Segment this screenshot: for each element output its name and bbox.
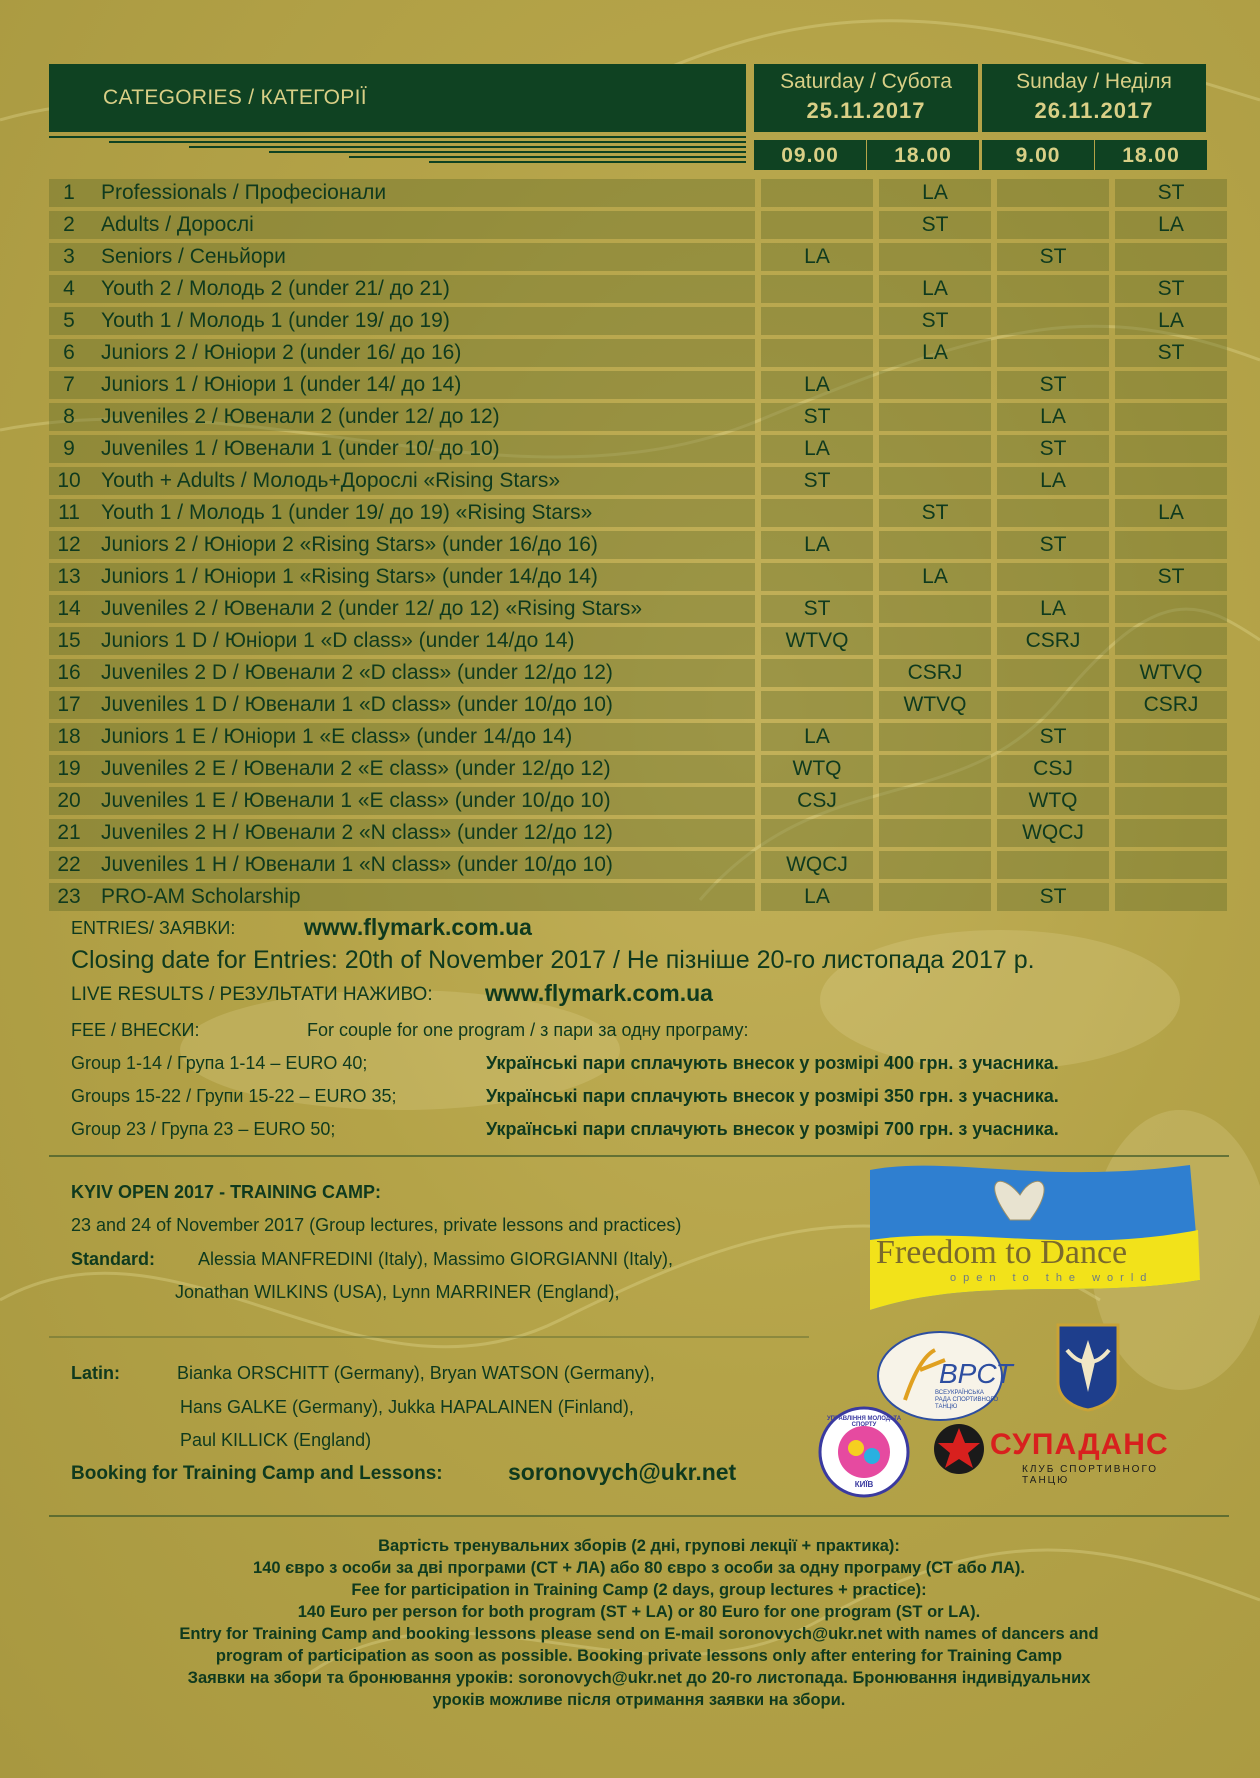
fee-ua-1: Українські пари сплачують внесок у розмірі 400 грн. з учасника. [486, 1053, 1059, 1073]
row-category: Juniors 2 / Юніори 2 «Rising Stars» (under 16/до 16) [89, 531, 755, 559]
footer-line-1: Вартість тренувальних зборів (2 дні, групові лекції + практика): [378, 1537, 900, 1555]
row-category: Juniors 1 E / Юніори 1 «E class» (under 14/до 14) [89, 723, 755, 751]
cell-sat-1800 [879, 883, 991, 911]
table-row [49, 787, 1227, 815]
cell-sat-1800 [879, 595, 991, 623]
categories-label: CATEGORIES / КАТЕГОРІЇ [103, 86, 367, 109]
row-category: Juniors 1 D / Юніори 1 «D class» (under 14/до 14) [89, 627, 755, 655]
cell-sat-1800 [879, 371, 991, 399]
table-row [49, 371, 1227, 399]
cell-sat-0900 [761, 691, 873, 719]
separator-2 [49, 1336, 809, 1338]
saturday-label: Saturday / Субота [780, 70, 952, 93]
row-number: 18 [49, 723, 89, 751]
supadance-subtitle: КЛУБ СПОРТИВНОГО ТАНЦЮ [1022, 1464, 1159, 1486]
kyiv-coat-of-arms-icon [1055, 1322, 1121, 1412]
row-number: 10 [49, 467, 89, 495]
table-row [49, 563, 1227, 591]
row-category: Youth 1 / Молодь 1 (under 19/ до 19) [89, 307, 755, 335]
cell-sat-0900: ST [761, 403, 873, 431]
cell-sat-0900 [761, 275, 873, 303]
cell-sun-0900: CSRJ [997, 627, 1109, 655]
cell-sat-1800 [879, 819, 991, 847]
cell-sat-1800 [879, 435, 991, 463]
cell-sat-0900: LA [761, 435, 873, 463]
freedom-to-dance-logo [860, 1160, 1205, 1325]
cell-sat-1800: LA [879, 275, 991, 303]
row-number: 22 [49, 851, 89, 879]
cell-sat-1800 [879, 627, 991, 655]
cell-sun-0900: ST [997, 435, 1109, 463]
live-results-label: LIVE RESULTS / РЕЗУЛЬТАТИ НАЖИВО: [71, 984, 433, 1005]
row-number: 5 [49, 307, 89, 335]
cell-sat-1800: LA [879, 179, 991, 207]
cell-sat-1800 [879, 243, 991, 271]
cell-sun-1800: CSRJ [1115, 691, 1227, 719]
row-number: 19 [49, 755, 89, 783]
cell-sat-1800: LA [879, 339, 991, 367]
cell-sat-0900: ST [761, 467, 873, 495]
table-row [49, 339, 1227, 367]
cell-sat-1800: LA [879, 563, 991, 591]
cell-sat-0900: WTQ [761, 755, 873, 783]
table-row [49, 243, 1227, 271]
cell-sun-1800: LA [1115, 307, 1227, 335]
footer-line-8: уроків можливе після отримання заявки на збори. [432, 1691, 846, 1709]
cell-sun-0900 [997, 499, 1109, 527]
cell-sun-1800 [1115, 819, 1227, 847]
cell-sat-0900: WQCJ [761, 851, 873, 879]
row-category: Juveniles 1 E / Ювенали 1 «E class» (under 10/до 10) [89, 787, 755, 815]
cell-sat-0900 [761, 307, 873, 335]
row-category: Juveniles 2 / Ювенали 2 (under 12/ до 12) [89, 403, 755, 431]
cell-sun-0900 [997, 275, 1109, 303]
latin-coaches-2: Hans GALKE (Germany), Jukka HAPALAINEN (Finland), [180, 1397, 634, 1417]
schedule-body [49, 179, 1227, 911]
row-category: Juniors 1 / Юніори 1 «Rising Stars» (under 14/до 14) [89, 563, 755, 591]
latin-coaches-1: Bianka ORSCHITT (Germany), Bryan WATSON (Germany), [177, 1363, 655, 1383]
footer-line-3: Fee for participation in Training Camp (2 days, group lectures + practice): [351, 1581, 927, 1599]
row-number: 16 [49, 659, 89, 687]
table-row [49, 691, 1227, 719]
row-number: 21 [49, 819, 89, 847]
time-sun-morning: 9.00 [982, 140, 1094, 170]
entries-label: ENTRIES/ ЗАЯВКИ: [71, 918, 236, 938]
cell-sun-0900 [997, 851, 1109, 879]
table-row [49, 755, 1227, 783]
cell-sat-1800: WTVQ [879, 691, 991, 719]
cell-sat-0900: LA [761, 243, 873, 271]
separator-3 [49, 1515, 1229, 1517]
cell-sat-1800 [879, 403, 991, 431]
cell-sun-0900: ST [997, 723, 1109, 751]
cell-sat-0900: LA [761, 371, 873, 399]
vrst-title: ВРСТ [939, 1358, 1013, 1389]
cell-sun-1800 [1115, 467, 1227, 495]
fee-group-3: Group 23 / Група 23 – EURO 50; [71, 1119, 336, 1139]
cell-sun-0900: CSJ [997, 755, 1109, 783]
cell-sat-0900 [761, 819, 873, 847]
youth-dept-text: УПРАВЛІННЯ МОЛОДІ ТА СПОРТУ [826, 1416, 902, 1428]
cell-sat-1800 [879, 787, 991, 815]
row-number: 9 [49, 435, 89, 463]
table-row [49, 499, 1227, 527]
row-category: Juveniles 2 D / Ювенали 2 «D class» (under 12/до 12) [89, 659, 755, 687]
table-row [49, 211, 1227, 239]
footer-line-7: Заявки на збори та бронювання уроків: soronovych@ukr.net до 20-го листопада. Бронювання індивідуальних [187, 1669, 1091, 1687]
row-number: 14 [49, 595, 89, 623]
cell-sun-0900 [997, 307, 1109, 335]
cell-sat-0900 [761, 179, 873, 207]
freedom-subtitle: open to the world [950, 1272, 1154, 1284]
table-row [49, 595, 1227, 623]
cell-sat-0900: LA [761, 883, 873, 911]
fee-ua-2: Українські пари сплачують внесок у розмірі 350 грн. з учасника. [486, 1086, 1059, 1106]
row-category: Professionals / Професіонали [89, 179, 755, 207]
cell-sat-1800: ST [879, 307, 991, 335]
cell-sun-1800 [1115, 595, 1227, 623]
cell-sat-1800 [879, 723, 991, 751]
cell-sat-0900: ST [761, 595, 873, 623]
row-number: 20 [49, 787, 89, 815]
cell-sat-0900: LA [761, 531, 873, 559]
fee-ua-3: Українські пари сплачують внесок у розмірі 700 грн. з учасника. [486, 1119, 1059, 1139]
table-row [49, 819, 1227, 847]
row-number: 2 [49, 211, 89, 239]
cell-sat-0900 [761, 659, 873, 687]
cell-sun-0900: ST [997, 531, 1109, 559]
cell-sun-0900: LA [997, 467, 1109, 495]
row-number: 12 [49, 531, 89, 559]
live-results-url[interactable]: www.flymark.com.ua [485, 980, 713, 1006]
sunday-date: 26.11.2017 [1034, 98, 1154, 123]
table-row [49, 179, 1227, 207]
table-row [49, 627, 1227, 655]
footer-line-5: Entry for Training Camp and booking lessons please send on E-mail soronovych@ukr.net with names of dancers and [179, 1625, 1099, 1643]
cell-sun-1800: ST [1115, 563, 1227, 591]
cell-sun-0900 [997, 691, 1109, 719]
freedom-title: Freedom to Dance [876, 1234, 1128, 1271]
cell-sun-1800 [1115, 531, 1227, 559]
standard-label: Standard: [71, 1249, 156, 1269]
cell-sun-0900 [997, 211, 1109, 239]
cell-sat-0900: LA [761, 723, 873, 751]
cell-sun-1800 [1115, 435, 1227, 463]
cell-sat-1800: ST [879, 499, 991, 527]
cell-sat-0900 [761, 499, 873, 527]
footer-line-4: 140 Euro per person for both program (ST + LA) or 80 Euro for one program (ST or LA). [297, 1603, 981, 1621]
row-category: Adults / Дорослі [89, 211, 755, 239]
row-category: Juveniles 1 / Ювенали 1 (under 10/ до 10) [89, 435, 755, 463]
cell-sun-1800: ST [1115, 275, 1227, 303]
footer [49, 1535, 1229, 1711]
cell-sun-0900: WTQ [997, 787, 1109, 815]
row-category: Juveniles 2 / Ювенали 2 (under 12/ до 12) «Rising Stars» [89, 595, 755, 623]
booking-email[interactable]: soronovych@ukr.net [508, 1459, 737, 1485]
row-category: PRO-AM Scholarship [89, 883, 755, 911]
footer-line-6: program of participation as soon as possible. Booking private lessons only after entering for Training Camp [215, 1647, 1063, 1665]
cell-sun-1800 [1115, 883, 1227, 911]
table-row [49, 723, 1227, 751]
table-row [49, 531, 1227, 559]
cell-sun-0900: ST [997, 371, 1109, 399]
cell-sat-0900 [761, 339, 873, 367]
cell-sat-1800 [879, 851, 991, 879]
cell-sun-1800: LA [1115, 499, 1227, 527]
cell-sun-0900 [997, 339, 1109, 367]
cell-sun-1800 [1115, 755, 1227, 783]
supadance-logo [932, 1422, 1202, 1486]
cell-sun-1800 [1115, 627, 1227, 655]
cell-sun-1800 [1115, 371, 1227, 399]
camp-dates: 23 and 24 of November 2017 (Group lectures, private lessons and practices) [71, 1215, 682, 1235]
fee-note: For couple for one program / з пари за одну програму: [307, 1020, 749, 1040]
cell-sun-1800 [1115, 243, 1227, 271]
youth-city-text: КИЇВ [854, 1480, 874, 1489]
row-category: Youth 2 / Молодь 2 (under 21/ до 21) [89, 275, 755, 303]
cell-sun-0900 [997, 563, 1109, 591]
cell-sun-0900 [997, 179, 1109, 207]
table-row [49, 435, 1227, 463]
row-number: 7 [49, 371, 89, 399]
row-number: 3 [49, 243, 89, 271]
saturday-date: 25.11.2017 [806, 98, 926, 123]
cell-sun-0900: LA [997, 595, 1109, 623]
fee-label: FEE / ВНЕСКИ: [71, 1020, 200, 1040]
row-number: 11 [49, 499, 89, 527]
footer-line-2: 140 євро з особи за дві програми (СТ + ЛА) або 80 євро з особи за одну програму (СТ або ЛА). [253, 1559, 1025, 1577]
row-category: Juveniles 2 H / Ювенали 2 «N class» (under 12/до 12) [89, 819, 755, 847]
cell-sat-1800 [879, 531, 991, 559]
row-number: 6 [49, 339, 89, 367]
cell-sun-0900 [997, 659, 1109, 687]
booking-label: Booking for Training Camp and Lessons: [71, 1463, 443, 1484]
cell-sat-0900: CSJ [761, 787, 873, 815]
header-decor-lines [49, 134, 746, 166]
time-sat-morning: 09.00 [754, 140, 866, 170]
row-number: 1 [49, 179, 89, 207]
row-number: 23 [49, 883, 89, 911]
row-number: 4 [49, 275, 89, 303]
row-category: Youth + Adults / Молодь+Дорослі «Rising Stars» [89, 467, 755, 495]
saturday-header [754, 64, 978, 132]
row-category: Juniors 2 / Юніори 2 (under 16/ до 16) [89, 339, 755, 367]
row-number: 13 [49, 563, 89, 591]
latin-label: Latin: [71, 1363, 120, 1383]
standard-coaches-2: Jonathan WILKINS (USA), Lynn MARRINER (England), [175, 1282, 620, 1302]
entries-url[interactable]: www.flymark.com.ua [304, 914, 532, 940]
camp-title: KYIV OPEN 2017 - TRAINING CAMP: [71, 1182, 382, 1202]
cell-sun-0900: WQCJ [997, 819, 1109, 847]
supadance-star-icon [932, 1422, 986, 1476]
cell-sat-1800: CSRJ [879, 659, 991, 687]
cell-sat-0900 [761, 211, 873, 239]
row-category: Juveniles 1 D / Ювенали 1 «D class» (under 10/до 10) [89, 691, 755, 719]
table-row [49, 275, 1227, 303]
fee-group-1: Group 1-14 / Група 1-14 – EURO 40; [71, 1053, 368, 1073]
categories-header [49, 64, 746, 132]
table-row [49, 467, 1227, 495]
row-number: 17 [49, 691, 89, 719]
latin-coaches-3: Paul KILLICK (England) [180, 1430, 372, 1450]
time-sun-evening: 18.00 [1095, 140, 1207, 170]
table-row [49, 851, 1227, 879]
cell-sun-1800 [1115, 723, 1227, 751]
row-category: Juniors 1 / Юніори 1 (under 14/ до 14) [89, 371, 755, 399]
closing-date: Closing date for Entries: 20th of November 2017 / Не пізніше 20-го листопада 2017 р. [71, 946, 1035, 974]
row-category: Juveniles 1 H / Ювенали 1 «N class» (under 10/до 10) [89, 851, 755, 879]
separator-1 [49, 1155, 1229, 1157]
row-number: 15 [49, 627, 89, 655]
row-category: Juveniles 2 E / Ювенали 2 «E class» (under 12/до 12) [89, 755, 755, 783]
schedule-table [49, 175, 1227, 915]
row-number: 8 [49, 403, 89, 431]
cell-sun-1800 [1115, 851, 1227, 879]
cell-sat-1800 [879, 467, 991, 495]
cell-sat-0900: WTVQ [761, 627, 873, 655]
supadance-title: СУПАДАНС [990, 1428, 1169, 1461]
table-row [49, 659, 1227, 687]
youth-sport-department-logo [818, 1406, 910, 1498]
table-row [49, 883, 1227, 911]
cell-sat-0900 [761, 563, 873, 591]
cell-sun-0900: ST [997, 883, 1109, 911]
row-category: Seniors / Сеньйори [89, 243, 755, 271]
cell-sat-1800: ST [879, 211, 991, 239]
cell-sun-1800: ST [1115, 339, 1227, 367]
fee-group-2: Groups 15-22 / Групи 15-22 – EURO 35; [71, 1086, 397, 1106]
cell-sun-1800: LA [1115, 211, 1227, 239]
cell-sun-0900: ST [997, 243, 1109, 271]
cell-sun-1800 [1115, 403, 1227, 431]
sunday-header [982, 64, 1206, 132]
table-row [49, 307, 1227, 335]
standard-coaches-1: Alessia MANFREDINI (Italy), Massimo GIORGIANNI (Italy), [198, 1249, 674, 1269]
cell-sun-1800: ST [1115, 179, 1227, 207]
cell-sat-1800 [879, 755, 991, 783]
row-category: Youth 1 / Молодь 1 (under 19/ до 19) «Rising Stars» [89, 499, 755, 527]
vrst-subtitle: ВСЕУКРАЇНСЬКА РАДА СПОРТИВНОГО ТАНЦЮ [935, 1390, 999, 1410]
cell-sun-1800: WTVQ [1115, 659, 1227, 687]
time-sat-evening: 18.00 [867, 140, 979, 170]
cell-sun-1800 [1115, 787, 1227, 815]
sunday-label: Sunday / Неділя [1016, 70, 1172, 93]
cell-sun-0900: LA [997, 403, 1109, 431]
table-row [49, 403, 1227, 431]
